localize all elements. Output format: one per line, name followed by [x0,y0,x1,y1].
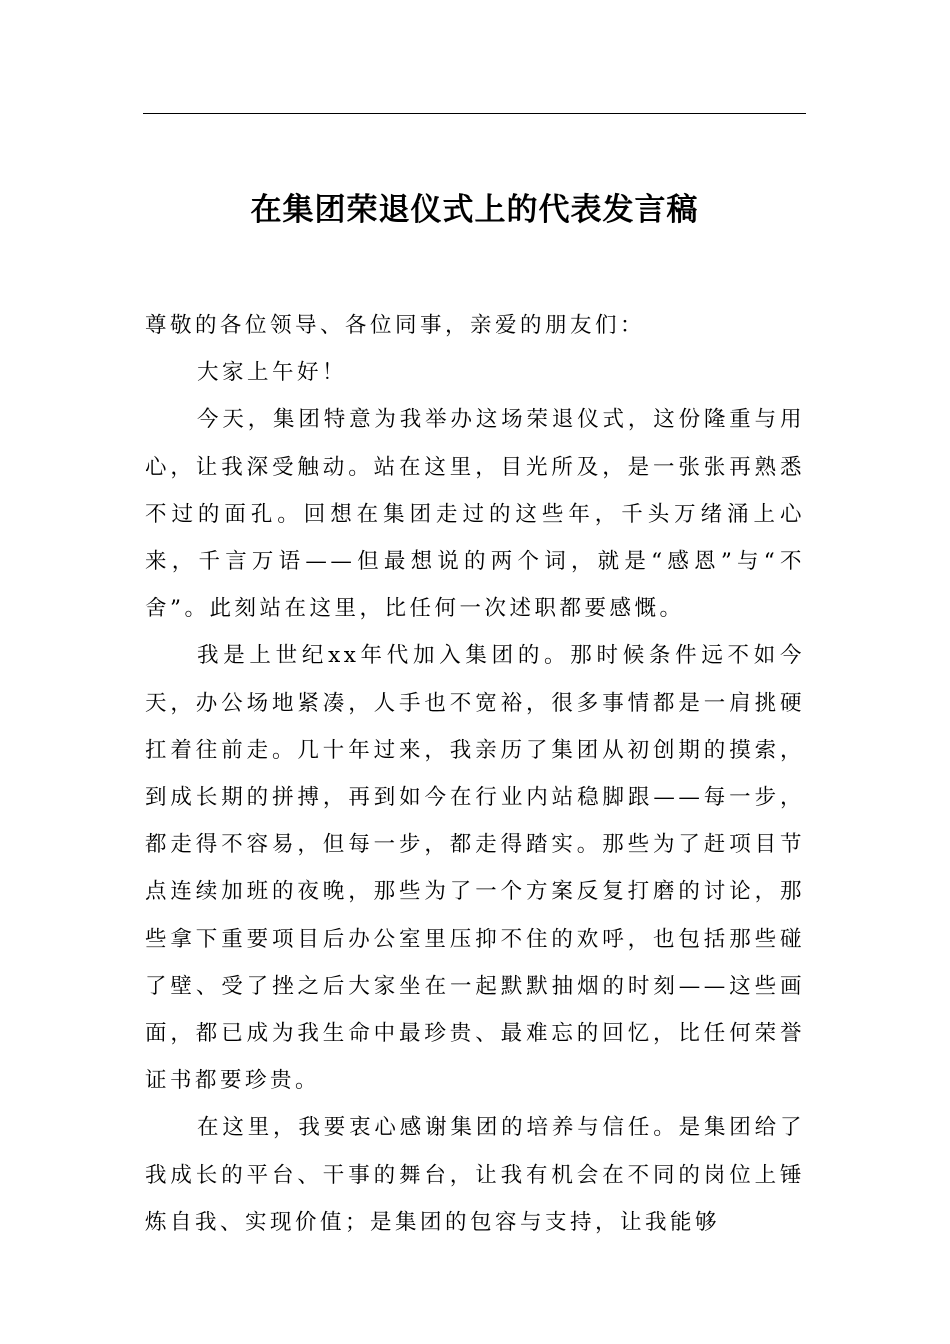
document-title: 在集团荣退仪式上的代表发言稿 [250,192,699,228]
salutation: 尊敬的各位领导、各位同事，亲爱的朋友们： [145,313,646,338]
header-rule [143,113,806,114]
paragraph-opening: 今天，集团特意为我举办这场荣退仪式，这份隆重与用心，让我深受触动。站在这里，目光所及，是一张张再熟悉不过的面孔。回想在集团走过的这些年，千头万绪涌上心来，千言万语——但最想说的两个词，就是“感恩”与“不舍”。此刻站在这里，比任何一次述职都要感慨。 [145,407,805,622]
paragraph-gratitude: 在这里，我要衷心感谢集团的培养与信任。是集团给了我成长的平台、干事的舞台，让我有机会在不同的岗位上锤炼自我、实现价值；是集团的包容与支持，让我能够 [145,1115,805,1235]
paragraph-history: 我是上世纪xx年代加入集团的。那时候条件远不如今天，办公场地紧凑，人手也不宽裕，很多事情都是一肩挑硬扛着往前走。几十年过来，我亲历了集团从初创期的摸索，到成长期的拼搏，再到如今在行业内站稳脚跟——每一步，都走得不容易，但每一步，都走得踏实。那些为了赶项目节点连续加班的夜晚，那些为了一个方案反复打磨的讨论，那些拿下重要项目后办公室里压抑不住的欢呼，也包括那些碰了壁、受了挫之后大家坐在一起默默抽烟的时刻——这些画面，都已成为我生命中最珍贵、最难忘的回忆，比任何荣誉证书都要珍贵。 [145,643,805,1094]
document-body [145,302,805,1246]
paragraph-greeting: 大家上午好！ [197,360,348,386]
